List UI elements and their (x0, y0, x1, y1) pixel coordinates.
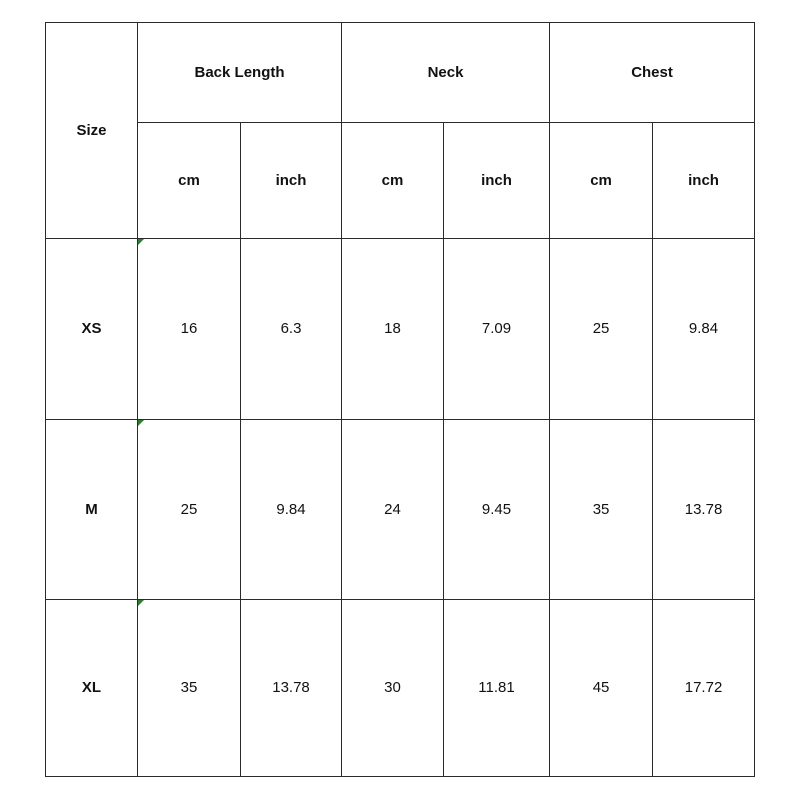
table-cell: 45 (550, 599, 653, 776)
table-cell: 7.09 (444, 239, 550, 419)
table-cell: 25 (550, 239, 653, 419)
cell-marker (138, 420, 144, 426)
table-cell: 9.45 (444, 419, 550, 599)
table-cell: 9.84 (653, 239, 755, 419)
table-cell: 9.84 (241, 419, 342, 599)
table-cell: 6.3 (241, 239, 342, 419)
cell-marker (138, 600, 144, 606)
table-cell: 13.78 (241, 599, 342, 776)
size-label: M (46, 419, 138, 599)
size-chart-table (45, 22, 755, 777)
table-cell: 11.81 (444, 599, 550, 776)
size-header: Size (46, 23, 138, 239)
cell-marker (138, 239, 144, 245)
unit-header: inch (653, 123, 755, 239)
table-cell: 13.78 (653, 419, 755, 599)
unit-header: inch (444, 123, 550, 239)
unit-header: cm (550, 123, 653, 239)
unit-header: cm (138, 123, 241, 239)
table-cell: 17.72 (653, 599, 755, 776)
table-row (46, 239, 755, 419)
table-cell: 16 (138, 239, 241, 419)
table-cell: 25 (138, 419, 241, 599)
header-row-units (46, 123, 755, 239)
group-header-chest: Chest (550, 23, 755, 123)
table-cell: 35 (138, 599, 241, 776)
table-cell: 18 (342, 239, 444, 419)
header-row-groups (46, 23, 755, 123)
table-row (46, 419, 755, 599)
size-label: XS (46, 239, 138, 419)
table-cell: 30 (342, 599, 444, 776)
group-header-neck: Neck (342, 23, 550, 123)
table-cell: 24 (342, 419, 444, 599)
group-header-back-length: Back Length (138, 23, 342, 123)
table-row (46, 599, 755, 776)
table-cell: 35 (550, 419, 653, 599)
unit-header: cm (342, 123, 444, 239)
unit-header: inch (241, 123, 342, 239)
size-label: XL (46, 599, 138, 776)
